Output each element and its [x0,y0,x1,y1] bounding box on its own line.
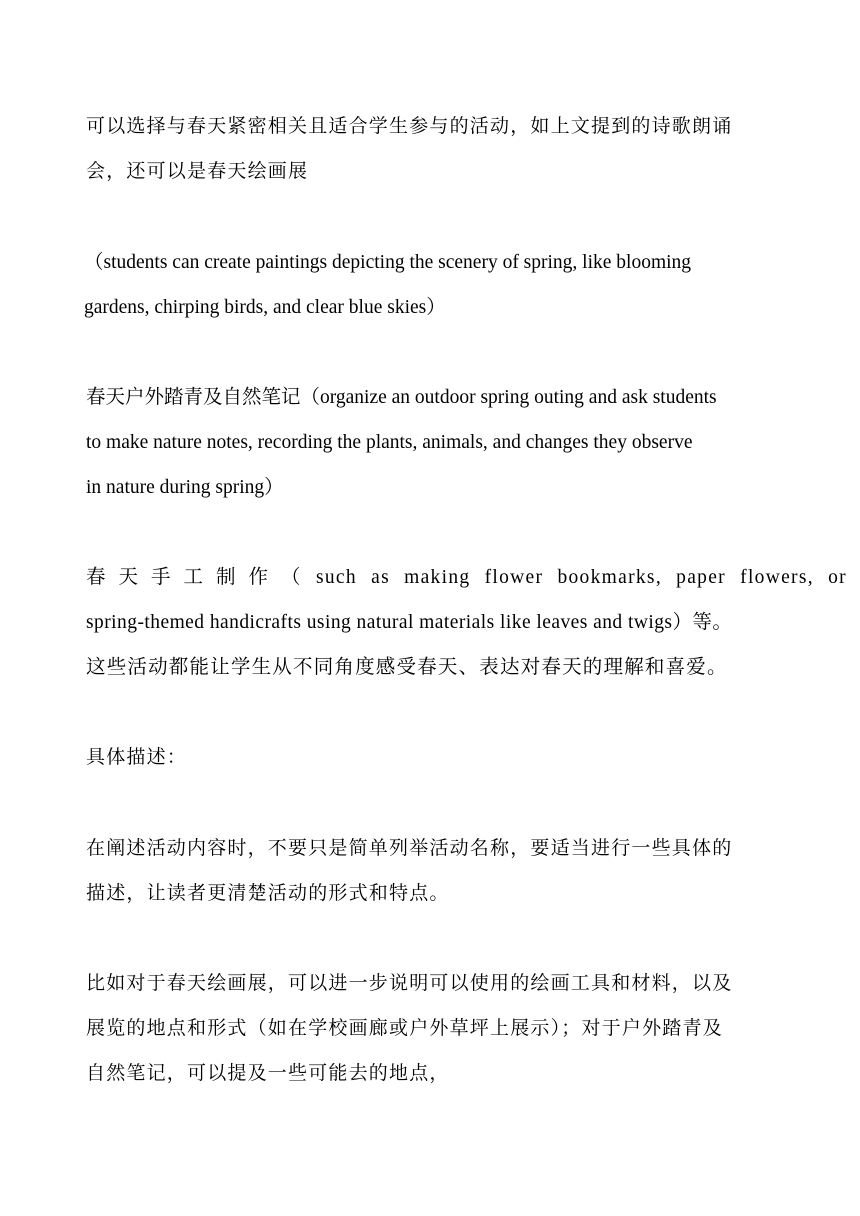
text-tail: （ such as making flower bookmarks, paper flowers, or [281,567,847,588]
text-line [86,555,847,600]
text-line: （students can create paintings depicting the scenery of spring, like blooming [84,252,692,273]
text-line: 比如对于春天绘画展，可以进一步说明可以使用的绘画工具和材料，以及 [86,973,733,994]
text-line: to make nature notes, recording the plants, animals, and changes they observe [86,432,693,453]
text-line: in nature during spring） [86,477,284,498]
paragraph-outdoor-outing [86,375,734,510]
text-line: 可以选择与春天紧密相关且适合学生参与的活动，如上文提到的诗歌朗诵 [86,116,733,137]
text-line: 这些活动都能让学生从不同角度感受春天、表达对春天的理解和喜爱。 [86,657,728,678]
text-line: gardens, chirping birds, and clear blue skies） [84,297,446,318]
text-head: 春天手工制作 [86,567,282,588]
paragraph-example [86,961,734,1096]
text-line: 具体描述： [86,747,188,768]
text-line: 展览的地点和形式（如在学校画廊或户外草坪上展示）；对于户外踏青及 [86,1018,723,1039]
text-line: 春天户外踏青及自然笔记（organize an outdoor spring outing and ask students [86,387,717,408]
text-line: spring-themed handicrafts using natural materials like leaves and twigs）等。 [86,612,733,633]
text-line: 在阐述活动内容时，不要只是简单列举活动名称，要适当进行一些具体的 [86,838,733,859]
paragraph-describe-content [86,826,734,916]
text-line: 自然笔记，可以提及一些可能去的地点， [86,1063,450,1084]
text-line: 描述，让读者更清楚活动的形式和特点。 [86,883,450,904]
text-line: 会，还可以是春天绘画展 [86,161,309,182]
paragraph-activity-intro [86,104,732,194]
paragraph-handicrafts [86,555,847,690]
paragraph-painting-exhibition [84,240,734,330]
paragraph-heading-specific-description [86,735,732,780]
